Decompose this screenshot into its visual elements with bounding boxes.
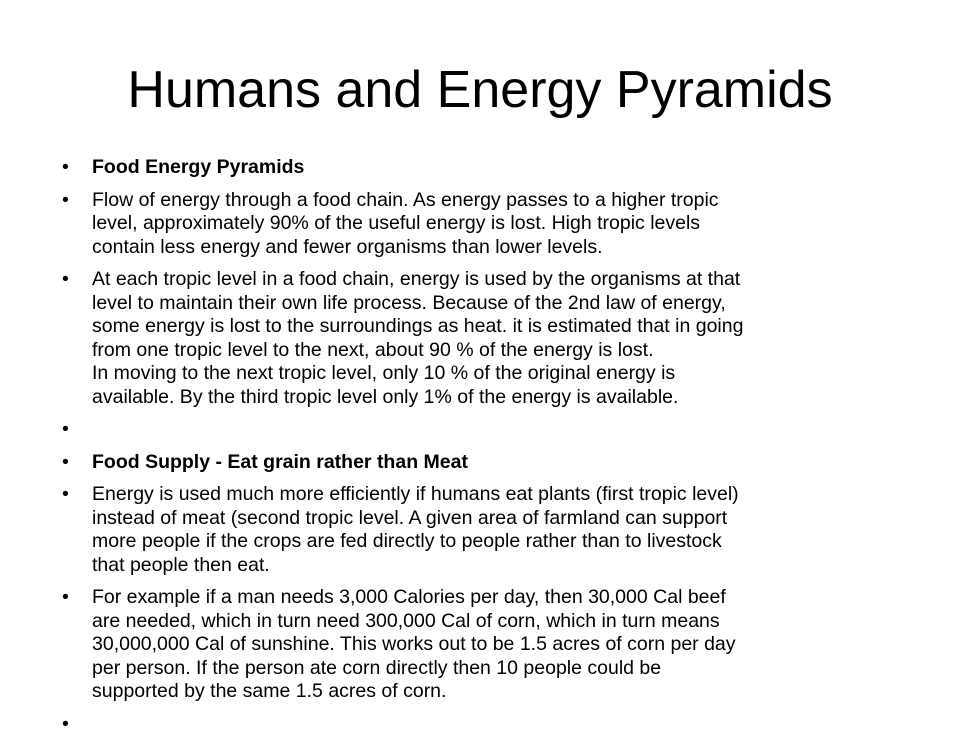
bullet-text-line: available. By the third tropic level only 1% of the energy is available. [92, 385, 679, 408]
bullet-item [62, 156, 922, 180]
bullet-text-line: 30,000,000 Cal of sunshine. This works out to be 1.5 acres of corn per day [92, 633, 736, 655]
bullet-text-line: At each tropic level in a food chain, energy is used by the organisms at that [92, 268, 741, 290]
bullet-text-line: In moving to the next tropic level, only 10 % of the original energy is [92, 362, 676, 384]
bullet-text-line: more people if the crops are fed directly to people rather than to livestock [92, 530, 722, 552]
bullet-item [62, 483, 922, 577]
bullet-text-line: Flow of energy through a food chain. As energy passes to a higher tropic [92, 188, 719, 211]
bullet-text-line: For example if a man needs 3,000 Calories per day, then 30,000 Cal beef [92, 586, 726, 608]
bullet-text-line: contain less energy and fewer organisms than lower levels. [92, 235, 603, 258]
bullet-glyph: • [62, 712, 69, 735]
bullet-text-line: level, approximately 90% of the useful energy is lost. High tropic levels [92, 212, 701, 234]
bullet-text-line: level to maintain their own life process. Because of the 2nd law of energy, [92, 291, 726, 314]
bullet-item [62, 189, 922, 260]
bullet-glyph: • [62, 268, 69, 290]
bullet-text-line: supported by the same 1.5 acres of corn. [92, 680, 447, 702]
bullet-text [92, 586, 922, 704]
bullet-text-line: Energy is used much more efficiently if humans eat plants (first tropic level) [92, 483, 739, 505]
bullet-text-line: Food Supply - Eat grain rather than Meat [92, 450, 468, 473]
bullet-text-line: that people then eat. [92, 553, 270, 576]
bullet-item [62, 418, 922, 442]
bullet-item [62, 451, 922, 475]
bullet-text-line: from one tropic level to the next, about 90 % of the energy is lost. [92, 338, 654, 361]
bullet-text [92, 189, 922, 260]
bullet-text [92, 483, 922, 577]
bullet-glyph: • [62, 418, 69, 440]
bullet-item [62, 586, 922, 704]
bullet-text-line: per person. If the person ate corn directly then 10 people could be [92, 656, 662, 679]
bullet-glyph: • [62, 450, 69, 473]
bullet-text [92, 156, 922, 180]
slide-title: Humans and Energy Pyramids [127, 61, 833, 119]
bullet-item [62, 713, 922, 737]
bullet-glyph: • [62, 156, 69, 178]
bullet-item [62, 268, 922, 409]
bullet-text-line: some energy is lost to the surroundings as heat. it is estimated that in going [92, 315, 744, 337]
bullet-text-line: instead of meat (second tropic level. A given area of farmland can support [92, 506, 728, 529]
bullet-text [92, 451, 922, 475]
bullet-list [62, 156, 922, 745]
bullet-text-line: Food Energy Pyramids [92, 156, 305, 178]
bullet-glyph: • [62, 188, 69, 211]
bullet-glyph: • [62, 483, 69, 505]
bullet-text-line: are needed, which in turn need 300,000 Cal of corn, which in turn means [92, 609, 720, 632]
bullet-text [92, 268, 922, 409]
bullet-glyph: • [62, 586, 69, 608]
